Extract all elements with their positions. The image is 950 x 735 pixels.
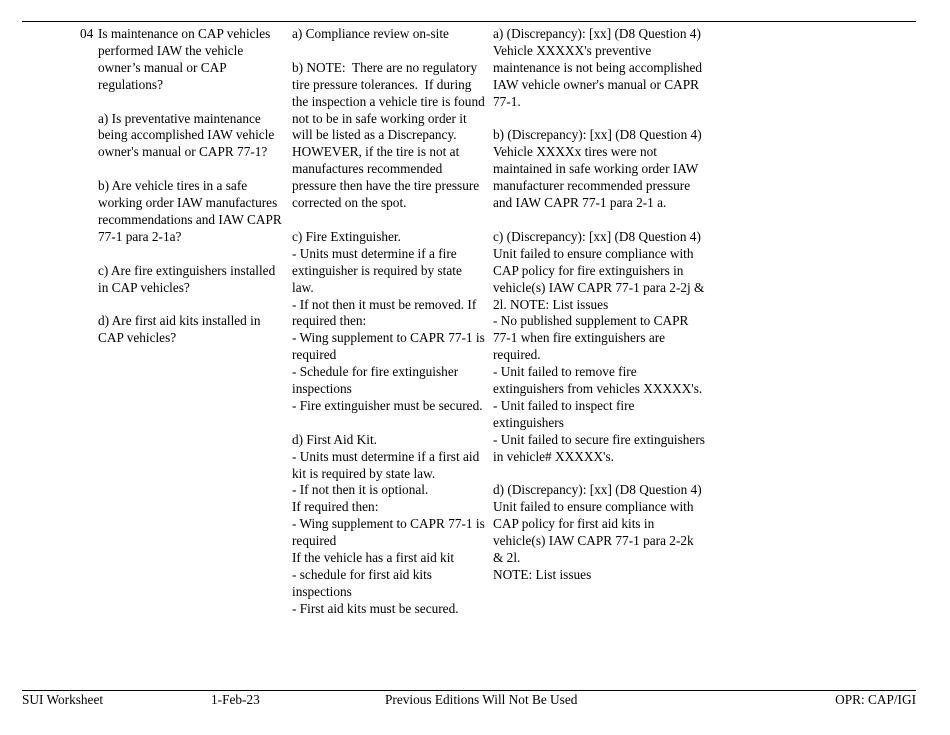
guidance-d: d) First Aid Kit. - Units must determine if a first aid kit is required by state law. - If not then it is optional. If required then: - Wing supplement to CAPR 77-1 is required If the vehicle has a first aid kit - schedule for first aid kits inspections - First aid kits must be secured.	[292, 431, 485, 616]
guidance-a: a) Compliance review on-site	[292, 26, 449, 41]
footer-notice: Previous Editions Will Not Be Used	[385, 692, 578, 707]
footer-date: 1-Feb-23	[211, 692, 260, 707]
question-a: a) Is preventative maintenance being accomplished IAW vehicle owner's manual or CAPR 77-1?	[98, 110, 275, 160]
discrepancy-b: b) (Discrepancy): [xx] (D8 Question 4) Vehicle XXXXx tires were not maintained in safe working order IAW manufacturer recommended pressure and IAW CAPR 77-1 para 2-1 a.	[493, 127, 702, 211]
question-b: b) Are vehicle tires in a safe working order IAW manufactures recommendations and IAW CAPR 77-1 para 2-1a?	[98, 178, 282, 244]
question-column	[98, 26, 286, 347]
guidance-column	[292, 26, 486, 618]
discrepancy-column	[493, 26, 707, 584]
discrepancy-c: c) (Discrepancy): [xx] (D8 Question 4) Unit failed to ensure compliance with CAP policy for fire extinguishers in vehicle(s) IAW CAPR 77-1 para 2-2j & 2l. NOTE: List issues - No published supplement to CAPR 77-1 when fire extinguishers are required. - Unit failed to remove fire extinguishers from vehicles XXXXX's. - Unit failed to inspect fire extinguishers - Unit failed to secure fire extinguishers in vehicle# XXXXX's.	[493, 228, 705, 464]
question-main: Is maintenance on CAP vehicles performed IAW the vehicle owner’s manual or CAP regulations?	[98, 26, 271, 92]
footer-opr: OPR: CAP/IGI	[835, 692, 916, 707]
question-d: d) Are first aid kits installed in CAP vehicles?	[98, 313, 264, 346]
footer-form-name: SUI Worksheet	[22, 692, 104, 707]
question-number: 04	[80, 26, 94, 41]
question-c: c) Are fire extinguishers installed in CAP vehicles?	[98, 262, 276, 295]
top-rule	[22, 21, 916, 22]
footer-rule	[22, 690, 916, 691]
discrepancy-d: d) (Discrepancy): [xx] (D8 Question 4) Unit failed to ensure compliance with CAP policy for first aid kits in vehicle(s) IAW CAPR 77-1 para 2-2k & 2l. NOTE: List issues	[493, 482, 702, 582]
guidance-b: b) NOTE: There are no regulatory tire pressure tolerances. If during the inspection a vehicle tire is found not to be in safe working order it will be listed as a Discrepancy. HOWEVER, if the tire is not at manufactures recommended pressure then have the tire pressure corrected on the spot.	[292, 59, 485, 211]
guidance-c: c) Fire Extinguisher. - Units must determine if a fire extinguisher is required by state law. - If not then it must be removed. If required then: - Wing supplement to CAPR 77-1 is required - Schedule for fire extinguisher inspections - Fire extinguisher must be secured.	[292, 228, 485, 413]
discrepancy-a: a) (Discrepancy): [xx] (D8 Question 4) Vehicle XXXXX's preventive maintenance is not being accomplished IAW vehicle owner's manual or CAPR 77-1.	[493, 26, 702, 109]
